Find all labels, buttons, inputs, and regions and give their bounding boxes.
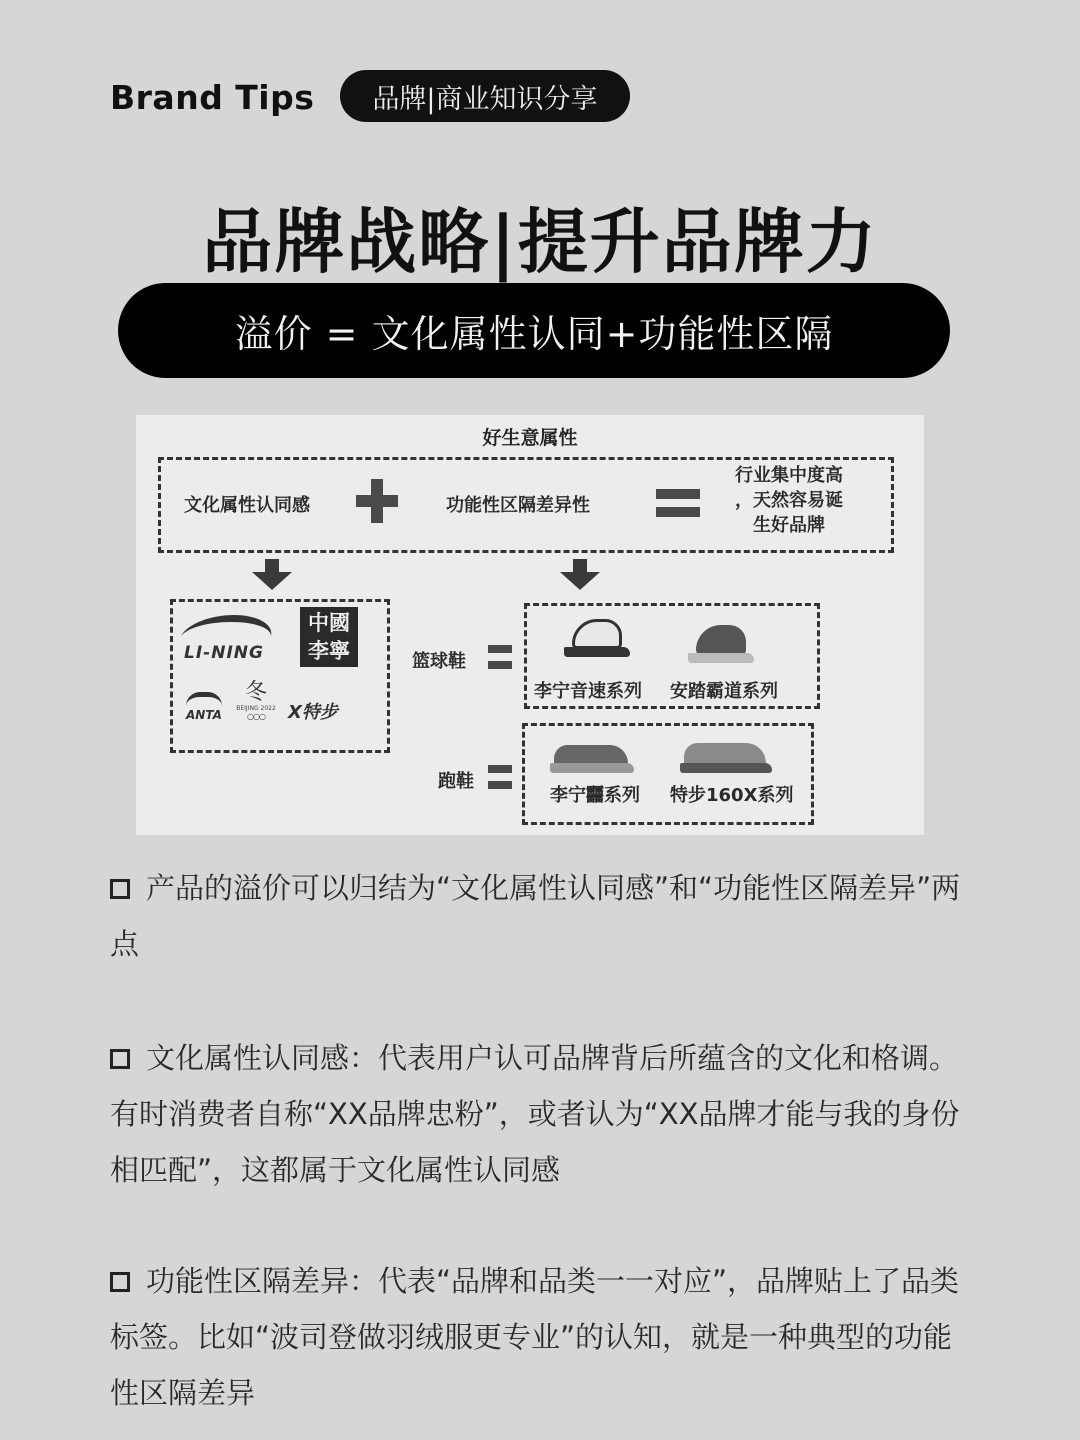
- lining-logo: LI-NING: [184, 615, 274, 663]
- paragraph-text: 文化属性认同感：代表用户认可品牌背后所蕴含的文化和格调。有时消费者自称“XX品牌忠粉”，或者认为“XX品牌才能与我的身份相匹配”，这都属于文化属性认同感: [110, 1041, 960, 1187]
- china-lining-logo: 中國 李寧: [300, 607, 358, 667]
- lining-basketball-shoe: [564, 615, 630, 659]
- paragraph-text: 产品的溢价可以归结为“文化属性认同感”和“功能性区隔差异”两点: [110, 871, 961, 961]
- beijing-2022-logo: 冬 BEIJING 2022 ○○○: [236, 680, 276, 721]
- culture-label: 文化属性认同感: [184, 495, 310, 516]
- result-text: [724, 463, 854, 538]
- checkbox-icon: [110, 1272, 130, 1292]
- result-line: 生好品牌: [753, 515, 825, 536]
- checkbox-icon: [110, 879, 130, 899]
- paragraph-text: 功能性区隔差异：代表“品牌和品类一一对应”，品牌贴上了品类标签。比如“波司登做羽绒服更专业”的认知，就是一种典型的功能性区隔差异: [110, 1264, 960, 1410]
- diagram-title: 好生意属性: [482, 427, 578, 449]
- paragraph-function: [110, 1253, 980, 1421]
- equals-icon: [488, 645, 512, 671]
- shoe-caption: 安踏霸道系列: [670, 681, 778, 702]
- lining-running-shoe: [550, 737, 634, 775]
- function-label: 功能性区隔差异性: [446, 495, 590, 516]
- equals-icon: [488, 765, 512, 791]
- category-tag: 品牌|商业知识分享: [340, 70, 630, 122]
- anta-basketball-shoe: [688, 621, 754, 665]
- paragraph-premium: [110, 860, 980, 972]
- shoe-caption: 李宁音速系列: [534, 681, 642, 702]
- xtep-running-shoe: [680, 737, 772, 775]
- shoe-caption: 特步160X系列: [670, 785, 794, 806]
- page-title: 品牌战略|提升品牌力: [202, 200, 878, 283]
- running-label: 跑鞋: [438, 771, 474, 792]
- checkbox-icon: [110, 1049, 130, 1069]
- paragraph-culture: [110, 1030, 980, 1198]
- brand-tips-label: Brand Tips: [110, 78, 315, 117]
- result-line: ，天然容易诞: [735, 490, 843, 511]
- basketball-label: 篮球鞋: [412, 651, 466, 672]
- shoe-caption: 李宁䨻系列: [550, 785, 640, 806]
- anta-logo: ANTA: [186, 692, 222, 722]
- equals-icon: [656, 489, 700, 519]
- formula-banner: 溢价 = 文化属性认同+功能性区隔: [118, 283, 950, 378]
- brand-diagram-image: [136, 415, 924, 835]
- xtep-logo: X特步: [288, 702, 338, 723]
- result-line: 行业集中度高: [735, 465, 843, 486]
